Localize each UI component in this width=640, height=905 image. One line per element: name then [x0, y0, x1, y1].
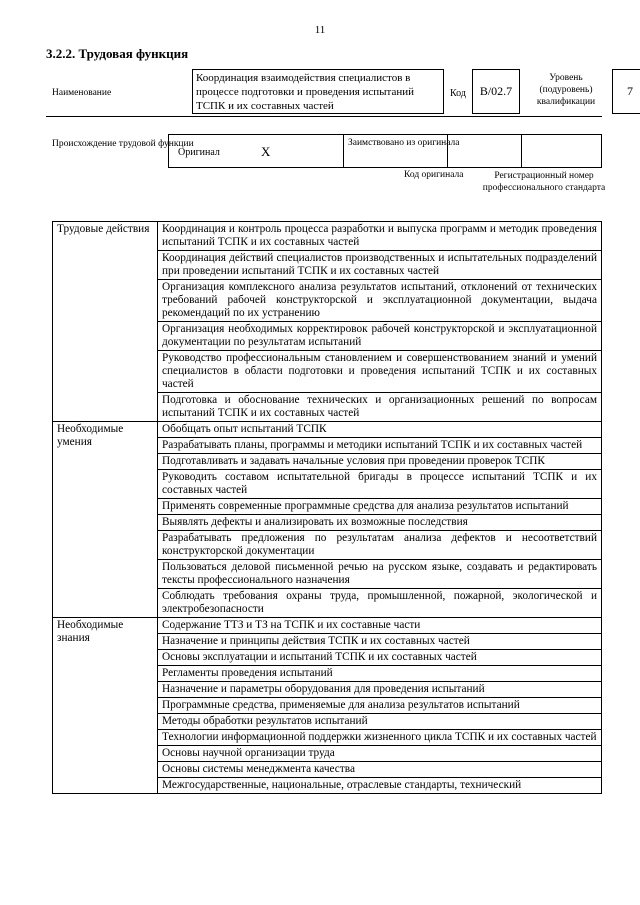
- original-label: Оригинал: [178, 147, 220, 158]
- section-item: Организация комплексного анализа результатов испытаний, отклонений от технических требований рабочей конструкторской и эксплуатационной документации, выдача рекомендаций по их устранению: [158, 280, 602, 322]
- origin-label: Происхождение трудовой функции: [52, 139, 194, 149]
- section-item: Регламенты проведения испытаний: [158, 666, 602, 682]
- table-row: [53, 222, 602, 251]
- section-item: Методы обработки результатов испытаний: [158, 714, 602, 730]
- origin-code-caption: Код оригинала: [404, 170, 464, 180]
- function-details-table: [52, 221, 602, 794]
- section-item: Обобщать опыт испытаний ТСПК: [158, 422, 602, 438]
- section-item: Назначение и параметры оборудования для проведения испытаний: [158, 682, 602, 698]
- section-item: Руководство профессиональным становлением и совершенствованием знаний и умений специалистов в области подготовки и проведения испытаний ТСПК и их составных частей: [158, 351, 602, 393]
- section-item: Подготавливать и задавать начальные условия при проведении проверок ТСПК: [158, 454, 602, 470]
- section-item: Программные средства, применяемые для анализа результатов испытаний: [158, 698, 602, 714]
- section-item: Координация действий специалистов производственных и испытательных подразделений при проведении испытаний ТСПК и их составных частей: [158, 251, 602, 280]
- name-label: Наименование: [52, 88, 112, 98]
- section-item: Межгосударственные, национальные, отраслевые стандарты, технический: [158, 778, 602, 794]
- section-item: Основы системы менеджмента качества: [158, 762, 602, 778]
- origin-table: [46, 134, 602, 168]
- origin-reg-caption: Регистрационный номер профессионального стандарта: [482, 171, 606, 193]
- page-number: 11: [314, 24, 326, 36]
- section-item: Применять современные программные средства для анализа результатов испытаний: [158, 499, 602, 515]
- section-item: Основы эксплуатации и испытаний ТСПК и их составных частей: [158, 650, 602, 666]
- section-item: Подготовка и обоснование технических и организационных решений по вопросам испытаний ТСПК и их составных частей: [158, 393, 602, 422]
- section-item: Координация и контроль процесса разработки и выпуска программ и методик проведения испытаний ТСПК и их составных частей: [158, 222, 602, 251]
- section-item: Содержание ТТЗ и ТЗ на ТСПК и их составные части: [158, 618, 602, 634]
- section-item: Назначение и принципы действия ТСПК и их составных частей: [158, 634, 602, 650]
- section-item: Организация необходимых корректировок рабочей конструкторской и эксплуатационной документации по результатам испытаний: [158, 322, 602, 351]
- section-item: Руководить составом испытательной бригады в процессе испытаний ТСПК и их составных частей: [158, 470, 602, 499]
- section-item: Пользоваться деловой письменной речью на русском языке, создавать и редактировать тексты профессионального назначения: [158, 560, 602, 589]
- section-category: Необходимые знания: [53, 618, 158, 794]
- section-title: 3.2.2. Трудовая функция: [46, 46, 189, 61]
- section-item: Разрабатывать предложения по результатам анализа дефектов и несоответствий конструкторской документации: [158, 531, 602, 560]
- section-item: Соблюдать требования охраны труда, промышленной, пожарной, экологической и электробезопасности: [158, 589, 602, 618]
- name-value: Координация взаимодействия специалистов в процессе подготовки и проведения испытаний ТСПК и их составных частей: [192, 69, 444, 114]
- header-divider: [46, 116, 602, 117]
- code-label: Код: [450, 88, 466, 99]
- section-item: Выявлять дефекты и анализировать их возможные последствия: [158, 515, 602, 531]
- function-header: [46, 68, 633, 116]
- level-value: 7: [612, 69, 640, 114]
- table-row: [53, 618, 602, 634]
- level-label: Уровень (подуровень) квалификации: [536, 73, 596, 107]
- code-value: B/02.7: [472, 69, 520, 114]
- section-category: Трудовые действия: [53, 222, 158, 422]
- section-item: Разрабатывать планы, программы и методики испытаний ТСПК и их составных частей: [158, 438, 602, 454]
- section-item: Основы научной организации труда: [158, 746, 602, 762]
- original-mark: X: [261, 144, 271, 159]
- table-row: [53, 422, 602, 438]
- borrowed-label: Заимствовано из оригинала: [348, 138, 460, 148]
- section-category: Необходимые умения: [53, 422, 158, 618]
- section-item: Технологии информационной поддержки жизненного цикла ТСПК и их составных частей: [158, 730, 602, 746]
